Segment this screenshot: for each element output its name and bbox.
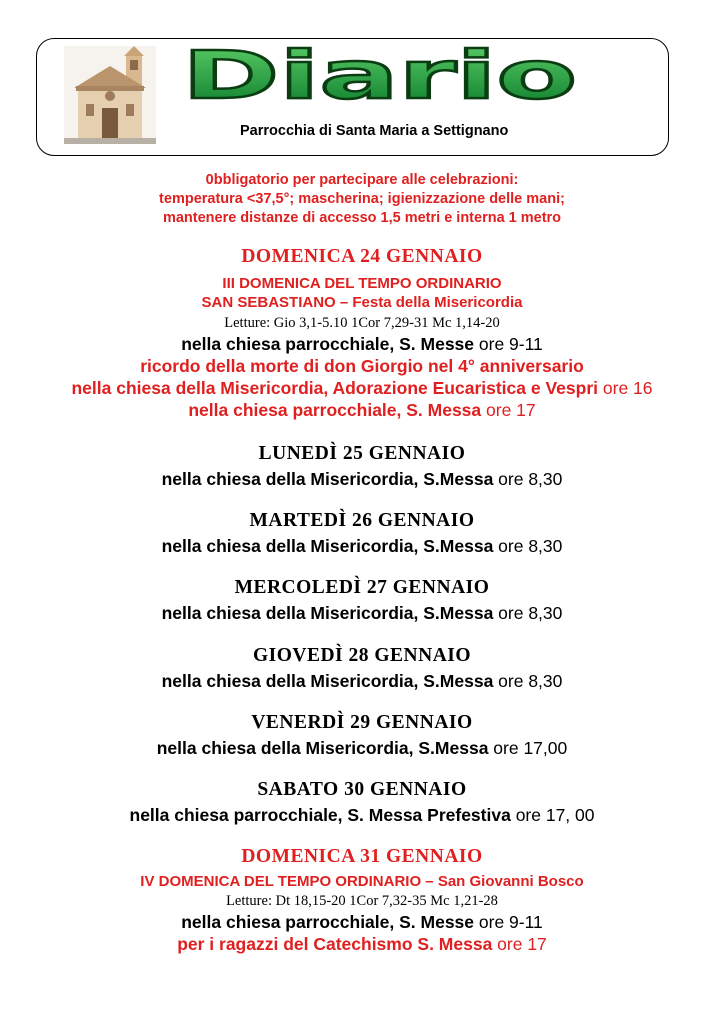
- day-mass: [0, 536, 724, 557]
- day-mass-place: nella chiesa della Misericordia, S.Messa: [161, 671, 494, 691]
- day-mass-time: ore 8,30: [493, 469, 563, 489]
- day-mass: [0, 469, 724, 490]
- day-mass-time: ore 8,30: [493, 603, 563, 623]
- day-title: GIOVEDÌ 28 GENNAIO: [252, 645, 472, 666]
- sunday-2-mass: [0, 912, 724, 933]
- day-title: SABATO 30 GENNAIO: [257, 779, 467, 800]
- day-mass: [0, 671, 724, 692]
- sunday-2-title: DOMENICA 31 GENNAIO: [241, 846, 483, 867]
- sunday-1-subtitle-2: SAN SEBASTIANO – Festa della Misericordia: [201, 294, 523, 311]
- notice-line-3: mantenere distanze di accesso 1,5 metri e interna 1 metro: [162, 210, 562, 226]
- mass-2-place: nella chiesa parrocchiale, S. Messa: [188, 400, 482, 420]
- sunday-1-subtitle-1: III DOMENICA DEL TEMPO ORDINARIO: [222, 275, 502, 292]
- day-title: MARTEDÌ 26 GENNAIO: [249, 510, 475, 531]
- sunday-1-adoration: [0, 378, 724, 399]
- day-title: VENERDÌ 29 GENNAIO: [251, 712, 473, 733]
- sunday-1-readings: Letture: Gio 3,1-5.10 1Cor 7,29-31 Mc 1,14-20: [224, 315, 500, 331]
- sunday-1-mass-2: [0, 400, 724, 421]
- catechism-text: per i ragazzi del Catechismo S. Messa: [177, 934, 493, 954]
- day-mass: [0, 738, 724, 759]
- mass-place: nella chiesa parrocchiale, S. Messe: [181, 912, 475, 932]
- day-mass-time: ore 17,00: [488, 738, 568, 758]
- day-mass-time: ore 17, 00: [510, 805, 595, 825]
- church-illustration: [64, 46, 156, 144]
- day-mass: [0, 603, 724, 624]
- adoration-text: nella chiesa della Misericordia, Adorazione Eucaristica e Vespri: [71, 378, 599, 398]
- notice-line-2: temperatura <37,5°; mascherina; igienizzazione delle mani;: [159, 191, 565, 207]
- day-mass-place: nella chiesa della Misericordia, S.Messa: [161, 469, 494, 489]
- day-mass-time: ore 8,30: [493, 536, 563, 556]
- svg-text:Diario: Diario: [182, 40, 577, 110]
- sunday-2-subtitle: IV DOMENICA DEL TEMPO ORDINARIO – San Giovanni Bosco: [140, 873, 584, 890]
- notice-line-1: 0bbligatorio per partecipare alle celebrazioni:: [205, 172, 519, 188]
- sunday-2-catechism: [0, 934, 724, 955]
- day-mass-place: nella chiesa della Misericordia, S.Messa: [156, 738, 489, 758]
- mass-time: ore 9-11: [474, 912, 543, 932]
- adoration-time: ore 16: [598, 378, 653, 398]
- catechism-time: ore 17: [492, 934, 547, 954]
- day-mass-time: ore 8,30: [493, 671, 563, 691]
- sunday-2-readings: Letture: Dt 18,15-20 1Cor 7,32-35 Mc 1,21-28: [226, 893, 498, 909]
- sunday-1-mass: [0, 334, 724, 355]
- parish-name: Parrocchia di Santa Maria a Settignano: [240, 123, 509, 139]
- day-title: MERCOLEDÌ 27 GENNAIO: [234, 577, 490, 598]
- sunday-1-title: DOMENICA 24 GENNAIO: [241, 246, 483, 267]
- mass-2-time: ore 17: [481, 400, 536, 420]
- mass-time: ore 9-11: [474, 334, 543, 354]
- mass-place: nella chiesa parrocchiale, S. Messe: [181, 334, 475, 354]
- day-mass-place: nella chiesa della Misericordia, S.Messa: [161, 603, 494, 623]
- day-mass-place: nella chiesa della Misericordia, S.Messa: [161, 536, 494, 556]
- day-title: LUNEDÌ 25 GENNAIO: [258, 443, 466, 464]
- sunday-1-memorial: ricordo della morte di don Giorgio nel 4° anniversario: [140, 356, 584, 376]
- diario-logo: [182, 40, 582, 110]
- day-mass-place: nella chiesa parrocchiale, S. Messa Prefestiva: [129, 805, 511, 825]
- day-mass: [0, 805, 724, 826]
